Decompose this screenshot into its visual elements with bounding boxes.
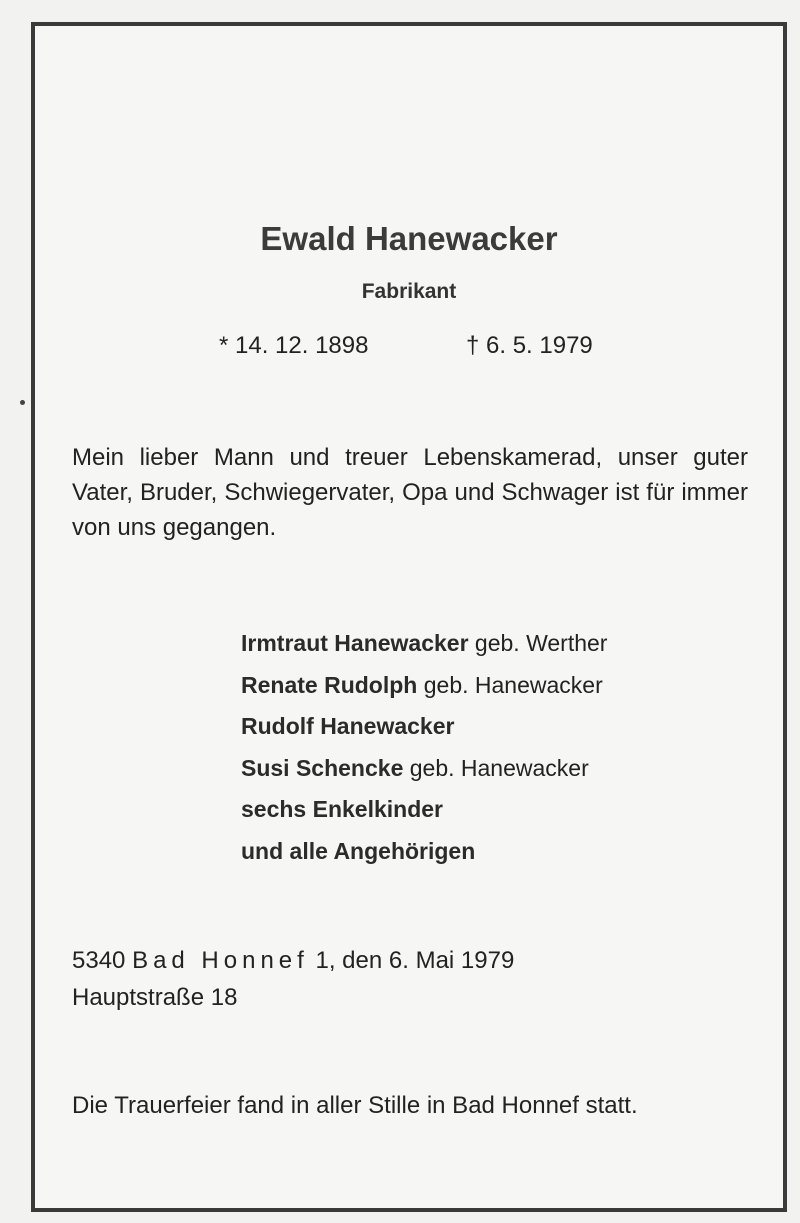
mourner-suffix: geb. Hanewacker: [417, 671, 603, 698]
mourner-name: und alle Angehörigen: [241, 837, 476, 864]
deceased-occupation: Fabrikant: [361, 280, 457, 303]
mourner-entry: [241, 665, 607, 707]
mourner-entry: [241, 706, 607, 748]
mourner-name: Susi Schencke: [241, 754, 404, 781]
death-date: † 6. 5. 1979: [466, 332, 593, 359]
date-text: 1, den 6. Mai 1979: [308, 947, 515, 974]
mourner-name: Rudolf Hanewacker: [241, 713, 455, 740]
ink-speck: [20, 400, 25, 405]
town: Bad Honnef: [132, 947, 309, 974]
deceased-name: Ewald Hanewacker: [260, 220, 558, 257]
mourners-list: [241, 623, 607, 873]
postcode: 5340: [72, 947, 126, 974]
mourner-suffix: geb. Werther: [468, 630, 608, 656]
mourning-message: Mein lieber Mann und treuer Lebenskamerad, unser guter Vater, Bruder, Schwiegervater, Opa und Schwager ist für immer von uns gegangen.: [72, 444, 748, 541]
place-and-date: [72, 942, 514, 1016]
mourner-entry: [241, 789, 607, 831]
mourner-entry: [241, 831, 607, 873]
funeral-note: Die Trauerfeier fand in aller Stille in Bad Honnef statt.: [72, 1092, 638, 1119]
mourner-name: Irmtraut Hanewacker: [241, 630, 469, 656]
mourner-name: Renate Rudolph: [241, 671, 418, 698]
mourner-name: sechs Enkelkinder: [241, 796, 443, 823]
mourner-entry: [241, 623, 607, 665]
mourner-suffix: geb. Hanewacker: [403, 754, 589, 781]
birth-date: * 14. 12. 1898: [219, 332, 369, 359]
place-line: [72, 942, 514, 979]
street-address: Hauptstraße 18: [72, 984, 238, 1011]
obituary-card: [31, 22, 787, 1212]
mourner-entry: [241, 748, 607, 790]
